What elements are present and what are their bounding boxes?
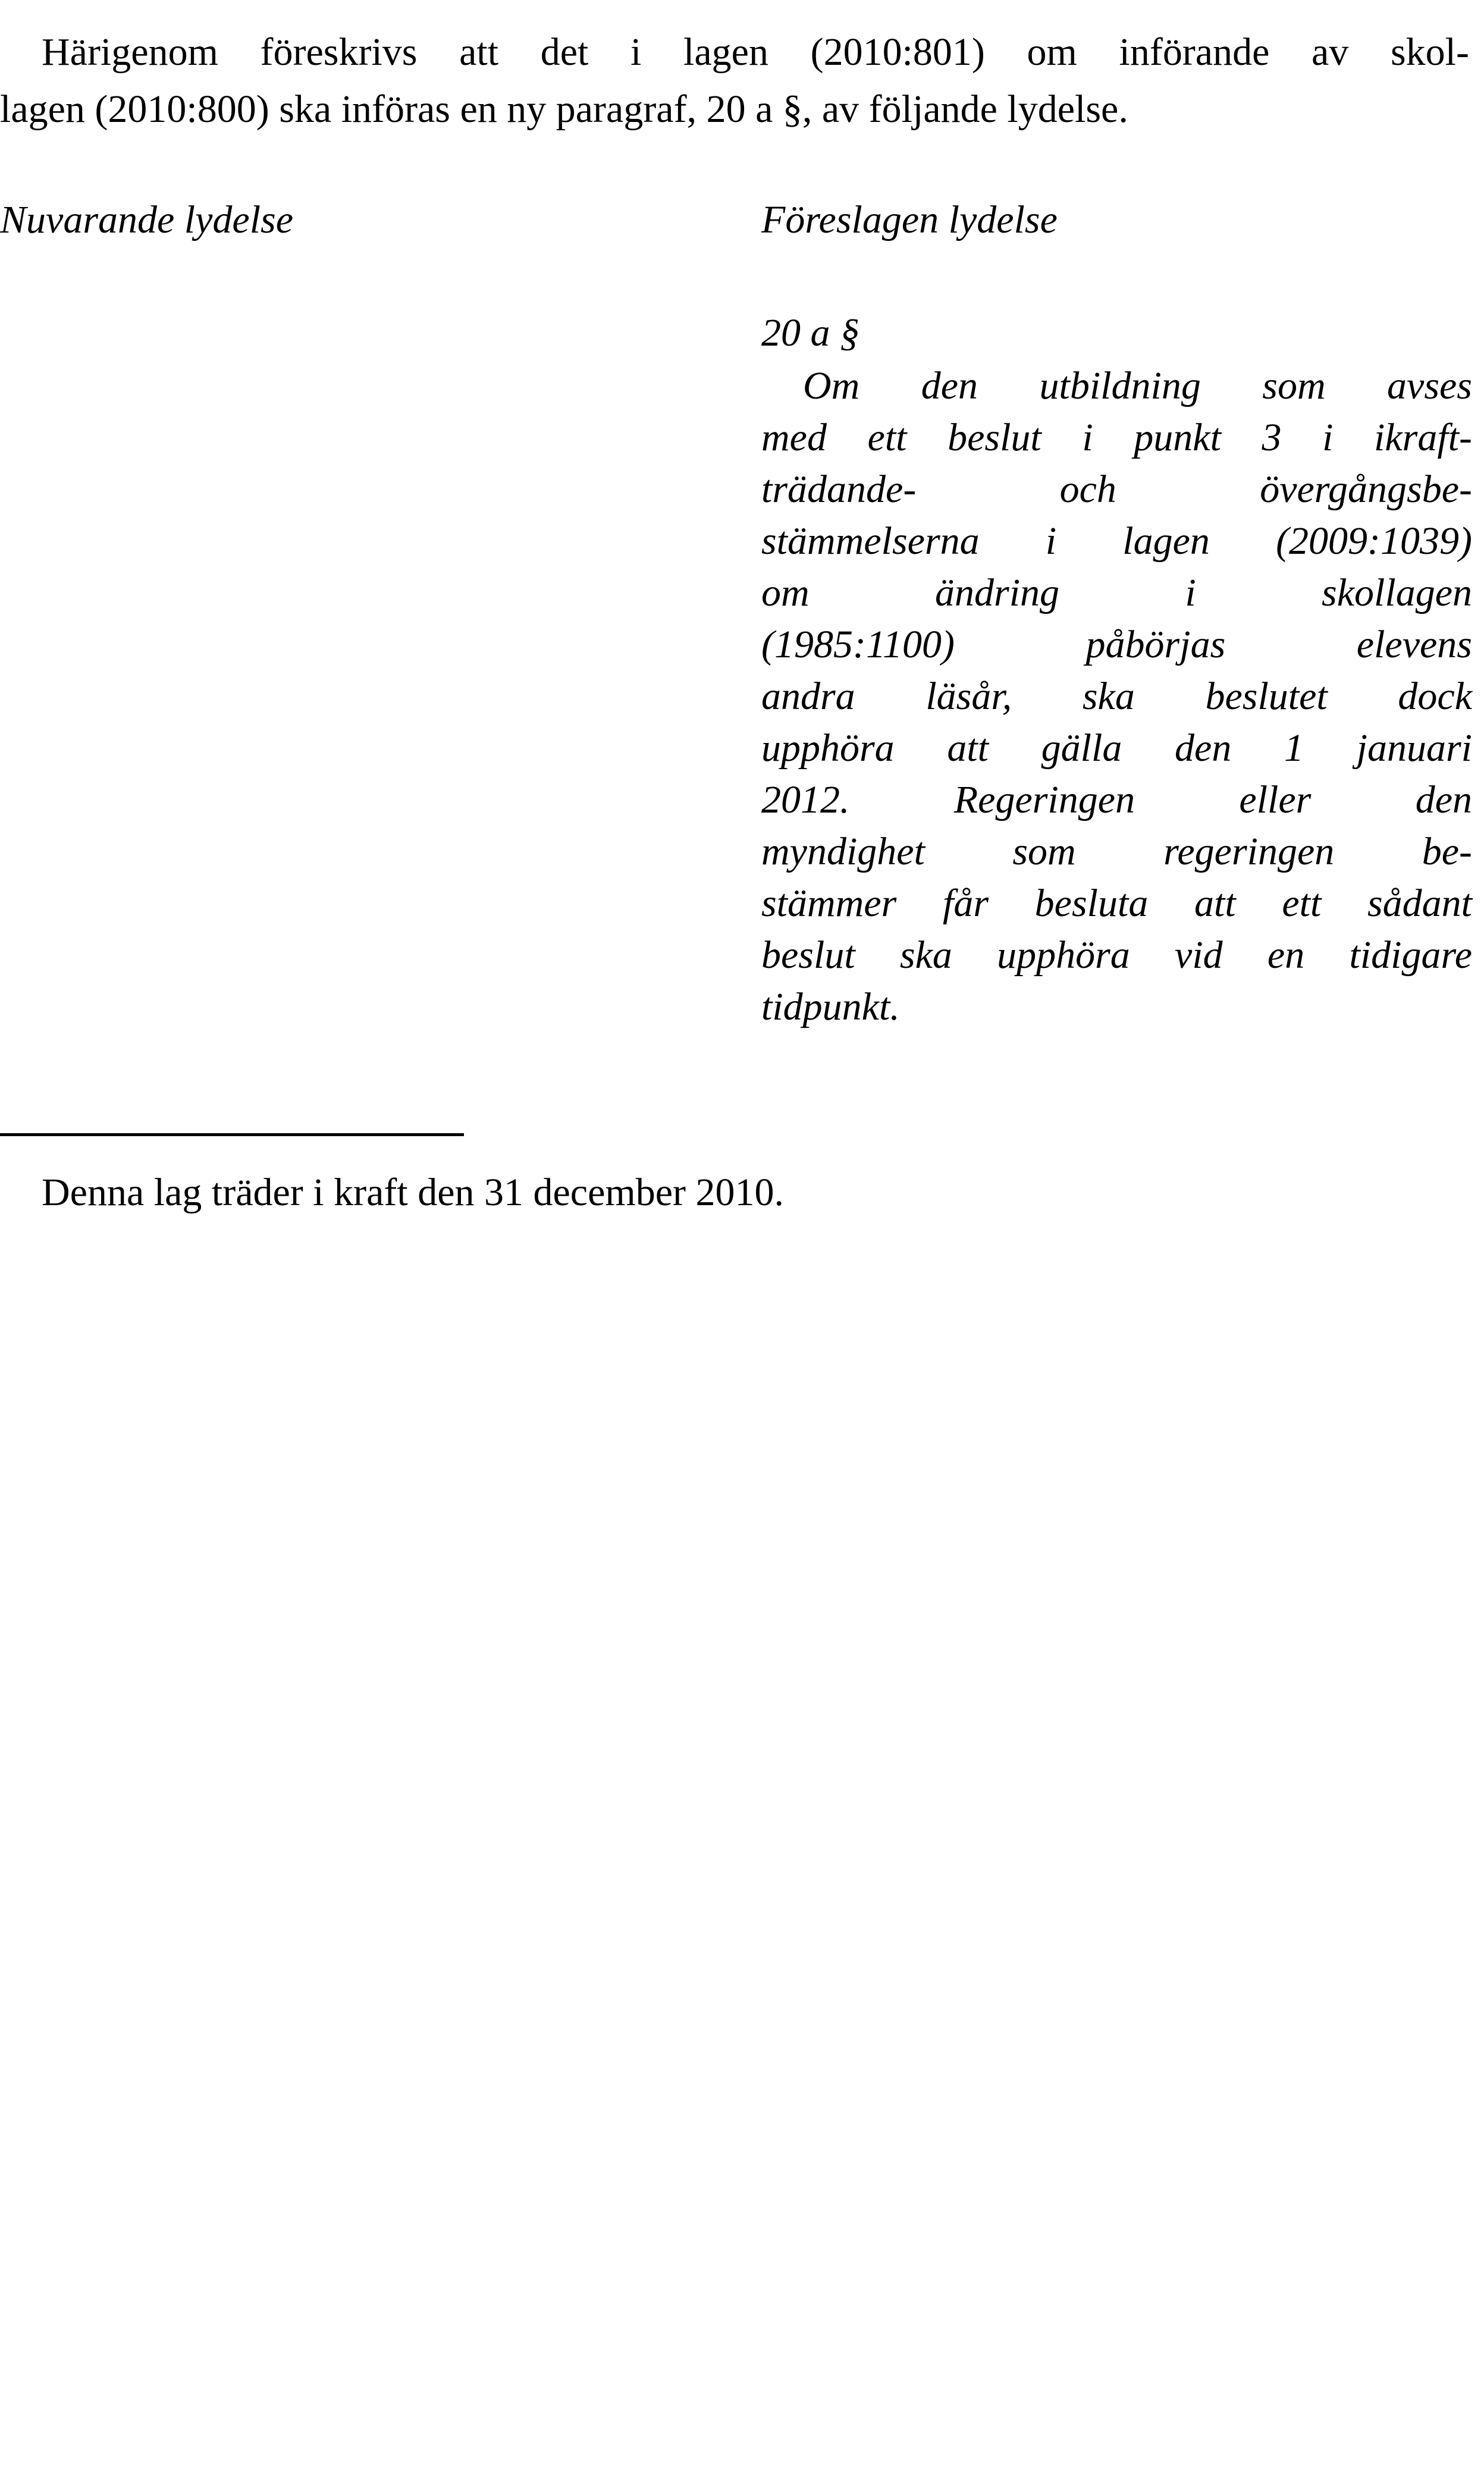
section-line: med ett beslut i punkt 3 i ikraft- (761, 416, 1472, 459)
effective-date-footnote: Denna lag träder i kraft den 31 december 2010. (42, 1171, 784, 1214)
section-line: upphöra att gälla den 1 januari (761, 726, 1472, 770)
section-line: andra läsår, ska beslutet dock (761, 675, 1472, 718)
section-line: beslut ska upphöra vid en tidigare (761, 933, 1472, 977)
section-line: Om den utbildning som avses (803, 364, 1472, 407)
section-line: stämmer får besluta att ett sådant (761, 882, 1472, 925)
section-line: stämmelserna i lagen (2009:1039) (761, 519, 1472, 563)
section-number: 20 a § (761, 311, 859, 355)
current-wording-heading: Nuvarande lydelse (0, 198, 294, 242)
intro-line-1: Härigenom föreskrivs att det i lagen (2010:801) om införande av skol- (42, 30, 1469, 74)
section-line: tidpunkt. (761, 985, 900, 1028)
footnote-divider (0, 1133, 464, 1136)
section-line: 2012. Regeringen eller den (761, 778, 1472, 821)
section-line: myndighet som regeringen be- (761, 830, 1472, 873)
intro-paragraph (0, 24, 1469, 138)
section-line: (1985:1100) påbörjas elevens (761, 623, 1472, 666)
proposed-wording-heading: Föreslagen lydelse (761, 198, 1058, 242)
proposed-section-text (761, 360, 1472, 1033)
section-line: trädande- och övergångsbe- (761, 468, 1472, 511)
section-line: om ändring i skollagen (761, 571, 1472, 614)
intro-line-2: lagen (2010:800) ska införas en ny paragraf, 20 a §, av följande lydelse. (0, 87, 1128, 131)
